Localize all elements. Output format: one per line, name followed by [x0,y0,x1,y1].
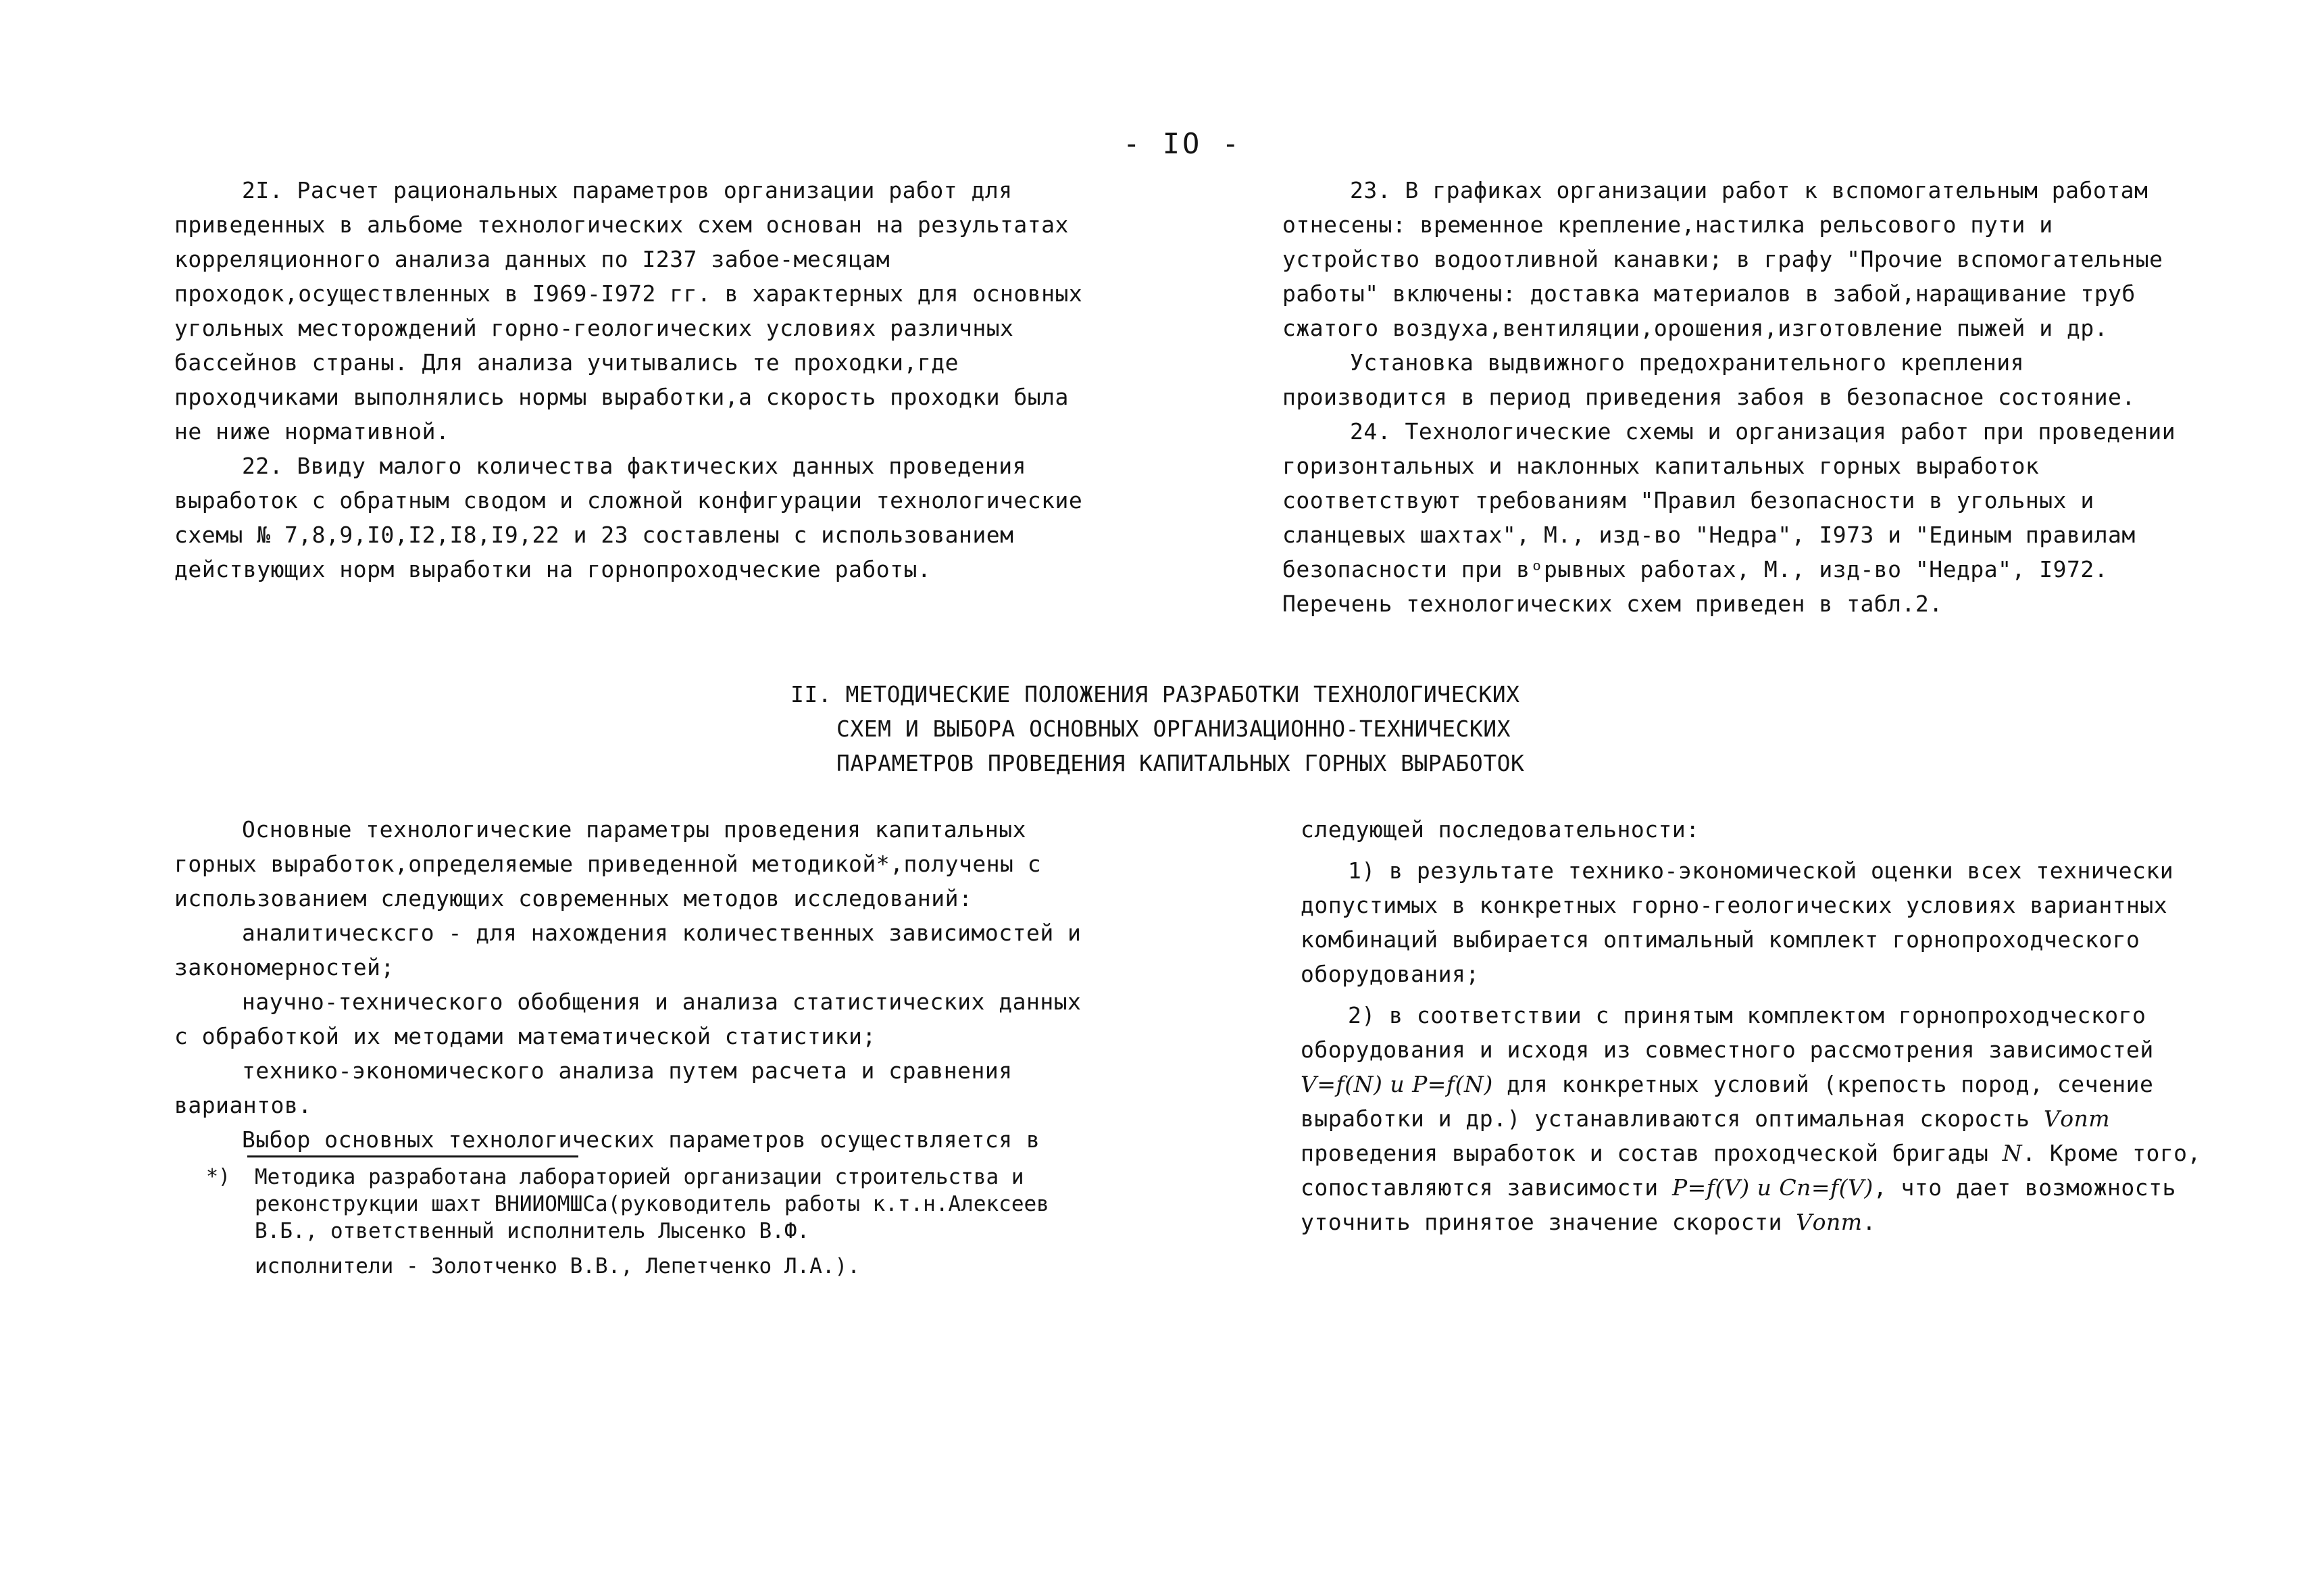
formula-cn-of-v: Cп=f(V) [1779,1174,1873,1201]
footnote-divider [247,1155,578,1157]
step-2 [1301,998,2206,1239]
footnote-line-2: исполнители - Золотченко В.В., Лепетченко Л.А.). [255,1254,860,1278]
paragraph-22: 22. Ввиду малого количества фактических данных проведения выработок с обратным сводом и сложной конфигурации технологические схемы № 7,8,9,I0,I2,I8,I9,22 и 23 составлены с использованием действующих норм выработки на горнопроходческие работы. [174,453,1083,582]
page-number: - IO - [1123,127,1242,160]
selection-sentence: Выбор основных технологических параметров осуществляется в [242,1126,1040,1153]
conjunction-and-2: и [1749,1174,1780,1201]
paragraph-23: 23. В графиках организации работ к вспомогательным работам отнесены: временное крепление,настилка рельсового пути и устройство водоотливной канавки; в графу "Прочие вспомогательные работы" включены: доставка материалов в забой,наращивание труб сжатого воздуха,вентиляции,орошения,изготовление пыжей и др. [1282,177,2163,341]
paragraph-21: 2I. Расчет рациональных параметров организации работ для приведенных в альбоме технологических схем основан на результатах корреляционного анализа данных по I237 забое-месяцам проходок,осуществленных в I969-I972 гг. в характерных для основных угольных месторождений горно-геологических условиях различных бассейнов страны. Для анализа учитывались те проходки,где проходчиками выполнялись нормы выработки,а скорость проходки была не ниже нормативной. [174,177,1083,445]
section-heading-line-1: II. МЕТОДИЧЕСКИЕ ПОЛОЖЕНИЯ РАЗРАБОТКИ ТЕХНОЛОГИЧЕСКИХ [790,681,1520,707]
formula-v-opt-2: Vопт [1796,1209,1863,1235]
paragraph-23-continued: Установка выдвижного предохранительного крепления производится в период приведения забоя в безопасное состояние. [1282,349,2136,410]
step-2-text-e: , что дает возможность уточнить принятое значение скорости [1301,1174,2176,1235]
section-heading [790,677,1534,780]
method-economic: технико-экономического анализа путем расчета и сравнения вариантов. [174,1057,1013,1118]
conjunction-and-1: и [1382,1071,1413,1097]
formula-n: N [2002,1140,2023,1166]
section-heading-line-2: СХЕМ И ВЫБОРА ОСНОВНЫХ ОРГАНИЗАЦИОННО-ТЕХНИЧЕСКИХ [836,716,1511,742]
formula-v-opt: Vопт [2043,1105,2111,1132]
step-2-text-b: для конкретных условий (крепость пород, сечение выработки и др.) устанавливаются оптимальная скорость [1301,1071,2154,1132]
formula-v-of-n: V=f(N) [1301,1071,1383,1097]
step-2-text-a: 2) в соответствии с принятым комплектом горнопроходческого оборудования и исходя из совместного рассмотрения зависимостей [1301,1002,2154,1063]
method-statistical: научно-технического обобщения и анализа статистических данных с обработкой их методами математической статистики; [174,989,1082,1049]
section-heading-line-3: ПАРАМЕТРОВ ПРОВЕДЕНИЯ КАПИТАЛЬНЫХ ГОРНЫХ ВЫРАБОТОК [836,750,1525,776]
right-column-top [1282,173,2201,621]
methods-intro: Основные технологические параметры проведения капитальных горных выработок,определяемые приведенной методикой*,получены с использованием следующих современных методов исследований: [174,816,1042,912]
footnote-mark: *) [206,1165,231,1189]
paragraph-24: 24. Технологические схемы и организация работ при проведении горизонтальных и наклонных капитальных горных выработок соответствуют требованиям "Правил безопасности в угольных и сланцевых шахтах", М., изд-во "Недра", I973 и "Единым правилам безопасности при вᵒрывных работах, М., изд-во "Недра", I972. Перечень технологических схем приведен в табл.2. [1282,418,2176,617]
formula-p-of-n: P=f(N) [1412,1071,1493,1097]
method-analytical: аналитическсго - для нахождения количественных зависимостей и закономерностей; [174,920,1082,980]
footnote-line-1: Методика разработана лабораторией организации строительства и реконструкции шахт ВНИИОМШСа(руководитель работы к.т.н.Алексеев В.Б., ответственный исполнитель Лысенко В.Ф. [255,1165,1049,1243]
sequence-intro: следующей последовательности: [1301,816,1700,843]
left-column-bottom [174,812,1093,1157]
step-2-text-c: проведения выработок и состав проходческой бригады [1301,1140,2003,1166]
right-column-bottom [1301,812,2206,1239]
step-1: 1) в результате технико-экономической оценки всех технически допустимых в конкретных горно-геологических условиях вариантных комбинаций выбирается оптимальный комплект горнопроходческого оборудования; [1301,857,2174,987]
formula-p-of-v: P=f(V) [1671,1174,1750,1201]
step-2-text-f: . [1862,1209,1876,1235]
footnote [206,1164,1098,1280]
step-2-text-d: . Кроме того, сопоставляются зависимости [1301,1140,2201,1201]
footnote-body [255,1164,1098,1280]
left-column-top [174,173,1093,587]
